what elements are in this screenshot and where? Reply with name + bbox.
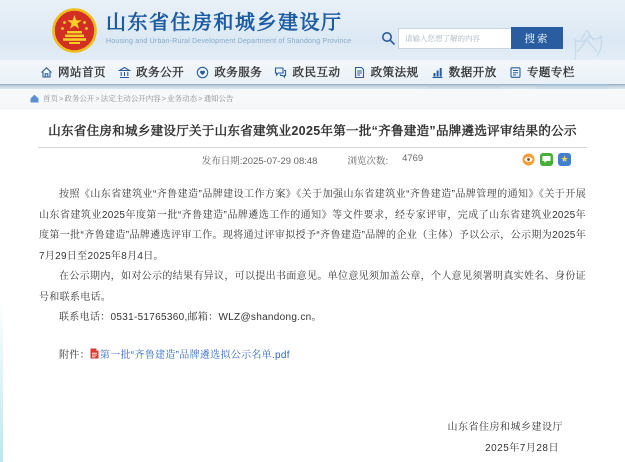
pdf-icon	[90, 348, 99, 359]
breadcrumb-item-home[interactable]: 首页	[43, 94, 58, 103]
breadcrumb-item-gov-info[interactable]: 政务公开	[64, 94, 95, 103]
breadcrumb-separator: >	[198, 94, 203, 103]
search-input[interactable]	[398, 28, 512, 49]
nav-item-open-data[interactable]	[431, 64, 497, 80]
data-chart-icon	[431, 66, 444, 79]
breadcrumb-item-notices[interactable]: 通知公告	[203, 94, 234, 103]
dept-title-block	[106, 11, 351, 45]
views-label: 浏览次数:	[347, 156, 389, 167]
breadcrumb-separator: >	[59, 94, 64, 103]
signature-date: 2025年7月28日	[485, 442, 559, 454]
attachment-row	[39, 346, 586, 361]
nav-item-label: 网站首页	[58, 67, 106, 79]
publish-date: 发布日期:2025-07-29 08:48	[201, 156, 318, 167]
paragraph: 在公示期内，如对公示的结果有异议，可以提出书面意见。单位意见须加盖公章，个人意见须署明真实姓名、身份证号和联系电话。	[39, 271, 586, 303]
article-body	[39, 185, 586, 329]
nav-item-label: 政务公开	[136, 67, 185, 79]
breadcrumb	[0, 89, 625, 109]
topics-icon	[509, 66, 522, 79]
gov-building-icon	[118, 66, 131, 79]
nav-item-label: 政策法规	[370, 67, 419, 79]
share-toolbar	[522, 153, 571, 166]
nav-item-policy[interactable]	[353, 64, 419, 80]
policy-doc-icon	[353, 66, 366, 79]
article-content	[0, 122, 625, 459]
paragraph-contact: 联系电话：0531-51765360,邮箱：WLZ@shandong.cn。	[59, 312, 322, 323]
search-button[interactable]: 搜索	[511, 27, 563, 49]
page-title: 山东省住房和城乡建设厅关于山东省建筑业2025年第一批“齐鲁建造”品牌遴选评审结果的公示	[48, 124, 577, 138]
dept-name-en: Housing and Urban-Rural Development Department of Shandong Province	[106, 38, 352, 45]
paragraph: 按照《山东省建筑业“齐鲁建造”品牌建设工作方案》《关于加强山东省建筑业“齐鲁建造”品牌管理的通知》《关于开展山东省建筑业2025年度第一批“齐鲁建造”品牌遴选工作的通知》等文件要求，经专家评审，完成了山东省建筑业2025年度第一批“齐鲁建造”品牌遴选评审工作。现将通过评审拟授予“齐鲁建造”品牌的企业（主体）予以公示，公示期为2025年7月29日至2025年8月4日。	[39, 189, 586, 262]
search-area	[381, 27, 563, 49]
views-count: 4769	[402, 153, 424, 164]
star-glyph: ★	[560, 154, 569, 164]
breadcrumb-separator: >	[161, 94, 167, 103]
nav-item-label: 政民互动	[292, 67, 341, 79]
nav-item-home[interactable]	[40, 64, 106, 80]
dept-name: 山东省住房和城乡建设厅	[106, 12, 343, 34]
nav-item-label: 政务服务	[214, 67, 263, 79]
signature-block	[26, 417, 599, 459]
signature-org: 山东省住房和城乡建设厅	[447, 421, 563, 433]
article-meta	[26, 148, 599, 172]
favorite-star-icon[interactable]	[558, 153, 571, 166]
site-header	[0, 0, 625, 89]
nav-item-interaction[interactable]	[274, 64, 340, 80]
view-count-group	[347, 153, 423, 167]
attachment-link[interactable]: 第一批“齐鲁建造”品牌遴选拟公示名单.pdf	[99, 349, 290, 361]
nav-item-topics[interactable]	[509, 64, 575, 80]
attachment-label: 附件：	[59, 349, 90, 361]
wechat-share-icon[interactable]	[540, 153, 553, 166]
nav-item-label: 数据开放	[448, 67, 497, 79]
search-icon	[381, 31, 395, 45]
breadcrumb-item-statutory-disclosure[interactable]: 法定主动公开内容	[100, 94, 161, 103]
breadcrumb-home-icon	[30, 94, 39, 103]
nav-item-gov-services[interactable]	[196, 64, 262, 80]
nav-item-label: 专题专栏	[526, 67, 575, 79]
main-nav	[0, 60, 625, 84]
nav-bottom-strip	[0, 84, 625, 89]
accessibility-eye-icon[interactable]	[522, 153, 535, 166]
nav-item-gov-info[interactable]	[118, 64, 184, 80]
breadcrumb-separator: >	[95, 94, 100, 103]
service-heart-icon	[196, 66, 209, 79]
national-emblem-logo	[52, 8, 97, 53]
home-icon	[40, 66, 53, 79]
header-banner	[0, 0, 625, 60]
chat-bubbles-icon	[274, 66, 287, 79]
breadcrumb-item-business-updates[interactable]: 业务动态	[167, 94, 198, 103]
